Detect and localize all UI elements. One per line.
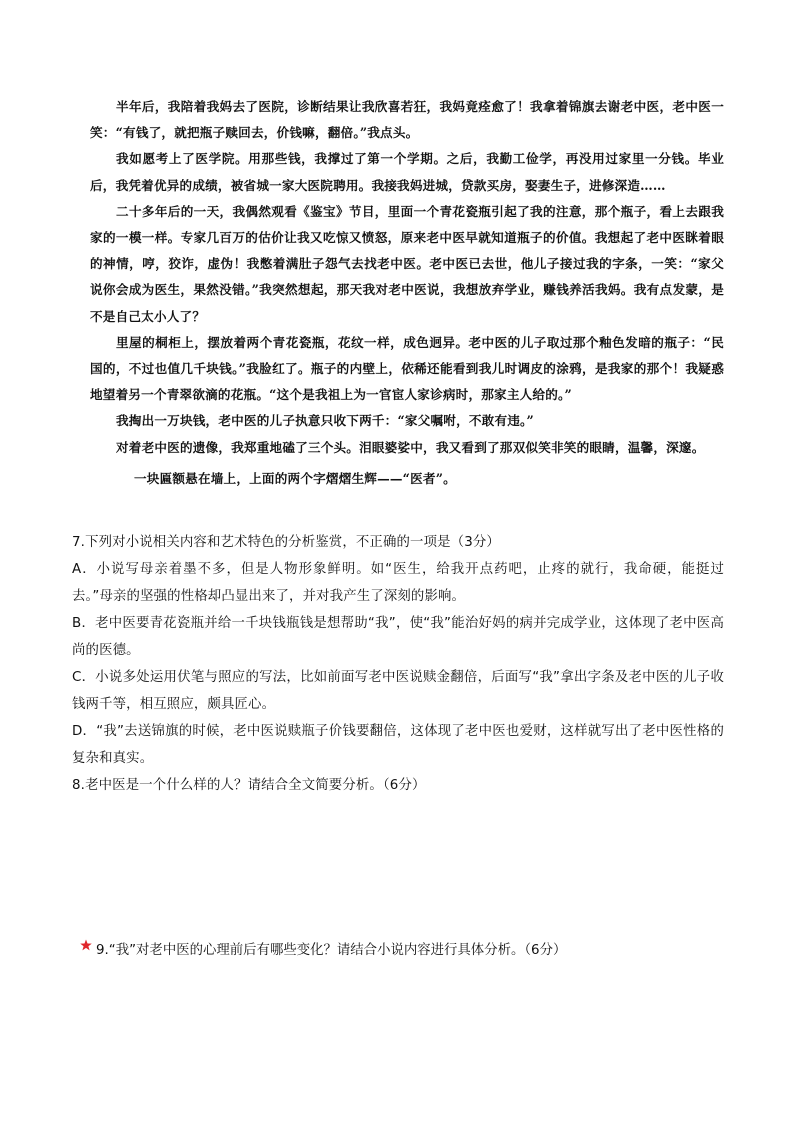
story-paragraph-3: 二十多年后的一天，我偶然观看《鉴宝》节目，里面一个青花瓷瓶引起了我的注意，那个瓶子，看上去跟我家的一模一样。专家几百万的估价让我又吃惊又愤怒，原来老中医早就知道瓶子的价值。我想起了老中医眯着眼的神情，哼，狡诈，虚伪！我憋着满肚子怨气去找老中医。老中医已去世，他儿子接过我的字条，一笑：“家父说你会成为医生，果然没错。”我突然想起，那天我对老中医说，我想放弃学业，赚钱养活我妈。我有点发蒙，是不是自己太小人了？ [90,203,724,324]
question-7-option-c: C．小说多处运用伏笔与照应的写法，比如前面写老中医说赎金翻倍，后面写“我”拿出字条及老中医的儿子收钱两千等，相互照应，颇具匠心。 [72,670,724,712]
story-paragraph-5: 我掏出一万块钱，老中医的儿子执意只收下两千：“家父嘱咐，不敢有违。” [116,413,534,429]
story-paragraph-4: 里屋的桐柜上，摆放着两个青花瓷瓶，花纹一样，成色迥异。老中医的儿子取过那个釉色发暗的瓶子：“民国的，不过也值几千块钱。”我脸红了。瓶子的内壁上，依稀还能看到我儿时调皮的涂鸦，是我家的那个！我疑惑地望着另一个青翠欲滴的花瓶。“这个是我祖上为一官宦人家诊病时，那家主人给的。” [90,334,724,403]
story-paragraph-6: 对着老中医的遗像，我郑重地磕了三个头。泪眼婆娑中，我又看到了那双似笑非笑的眼睛，温馨，深邃。 [116,439,705,455]
question-7-stem: 7.下列对小说相关内容和艺术特色的分析鉴赏，不正确的一项是（3分） [72,535,500,550]
question-7-option-a: A．小说写母亲着墨不多，但是人物形象鲜明。如“医生，给我开点药吧，止疼的就行，我命硬，能挺过去。”母亲的坚强的性格却凸显出来了，并对我产生了深刻的影响。 [72,562,724,604]
story-excerpt [90,94,724,492]
question-7-option-d: D．“我”去送锦旗的时候，老中医说赎瓶子价钱要翻倍，这体现了老中医也爱财，这样就写出了老中医性格的复杂和真实。 [72,724,724,766]
question-9-stem: 9.“我”对老中医的心理前后有哪些变化？请结合小说内容进行具体分析。（6分） [96,943,567,958]
story-paragraph-2: 我如愿考上了医学院。用那些钱，我撑过了第一个学期。之后，我勤工俭学，再没用过家里一分钱。毕业后，我凭着优异的成绩，被省城一家大医院聘用。我接我妈进城，贷款买房，娶妻生子，进修深造…… [90,151,724,193]
story-paragraph-7: 一块匾额悬在墙上，上面的两个字熠熠生辉——“医者”。 [134,470,456,486]
questions-section [72,529,724,799]
story-paragraph-1: 半年后，我陪着我妈去了医院，诊断结果让我欣喜若狂，我妈竟痊愈了！我拿着锦旗去谢老中医，老中医一笑：“有钱了，就把瓶子赎回去，价钱嘛，翻倍。”我点头。 [90,99,724,141]
question-7-option-b: B．老中医要青花瓷瓶并给一千块钱瓶钱是想帮助“我”，使“我”能治好妈的病并完成学业，这体现了老中医高尚的医德。 [72,616,724,658]
question-8-stem: 8.老中医是一个什么样的人？请结合全文简要分析。（6分） [72,778,426,793]
question-9-block [80,941,720,961]
